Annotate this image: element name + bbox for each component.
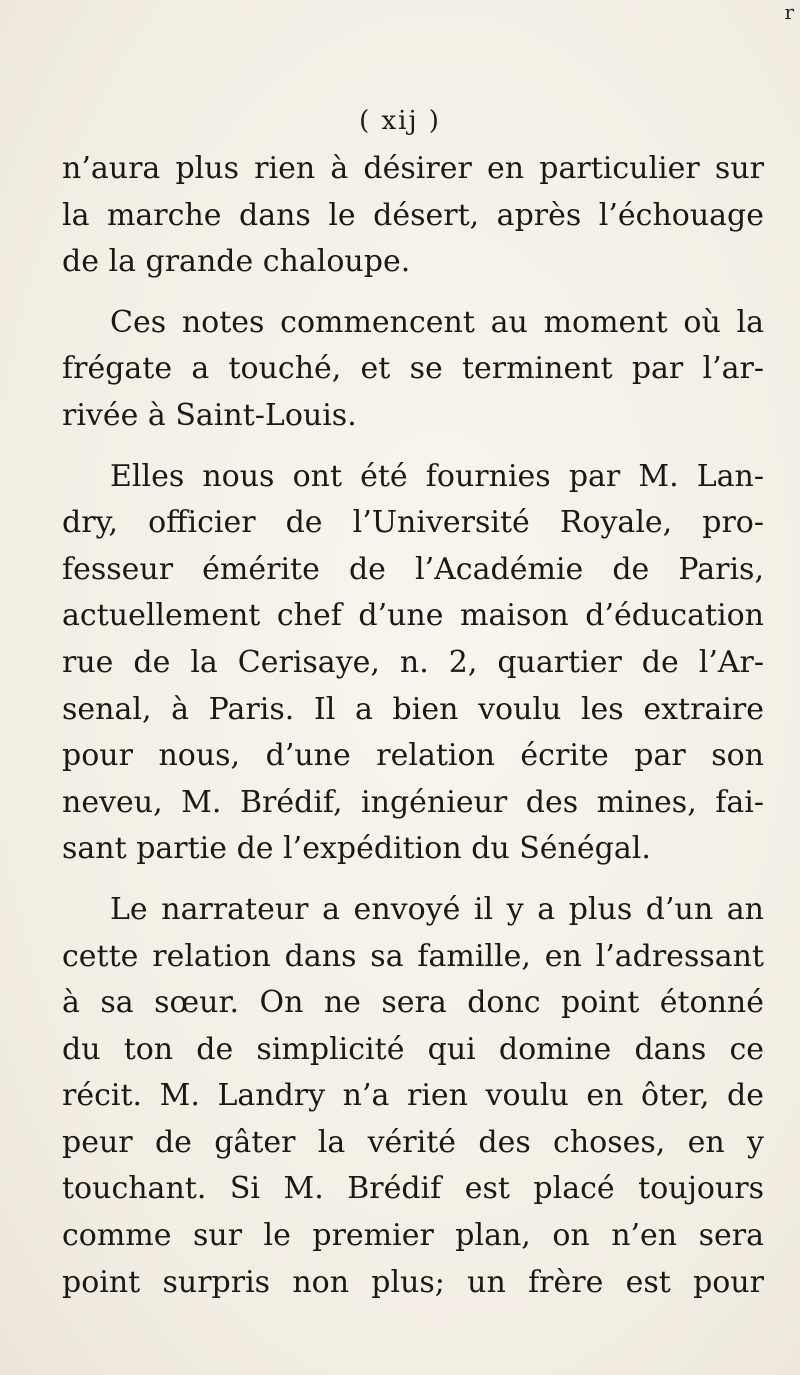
- paragraph-1: [62, 146, 764, 286]
- text-line: Ces notes commencent au moment où la: [110, 304, 764, 340]
- corner-mark: r: [784, 0, 794, 24]
- text-line: du ton de simplicité qui domine dans ce: [62, 1031, 764, 1067]
- text-line: frégate a touché, et se terminent par l’ar-: [62, 351, 764, 387]
- text-line: actuellement chef d’une maison d’éducation: [62, 598, 764, 634]
- text-line: senal, à Paris. Il a bien voulu les extraire: [62, 691, 764, 727]
- body-text: [62, 146, 764, 1306]
- text-line: dry, officier de l’Université Royale, pro-: [62, 505, 764, 541]
- text-line: récit. M. Landry n’a rien voulu en ôter, de: [62, 1078, 764, 1114]
- text-line: Elles nous ont été fournies par M. Lan-: [110, 458, 764, 494]
- paragraph-2: [62, 300, 764, 440]
- text-line: fesseur émérite de l’Académie de Paris,: [62, 551, 764, 587]
- text-line: point surpris non plus; un frère est pour: [62, 1264, 764, 1300]
- text-line: touchant. Si M. Brédif est placé toujours: [62, 1171, 764, 1207]
- text-line: cette relation dans sa famille, en l’adressant: [62, 938, 764, 974]
- paragraph-3: [62, 454, 764, 873]
- text-line: neveu, M. Brédif, ingénieur des mines, fai-: [62, 784, 764, 820]
- text-line: rivée à Saint-Louis.: [62, 397, 357, 433]
- page-number: ( xij ): [359, 106, 441, 136]
- text-line: rue de la Cerisaye, n. 2, quartier de l’Ar-: [62, 644, 764, 680]
- text-line: sant partie de l’expédition du Sénégal.: [62, 831, 651, 867]
- text-line: Le narrateur a envoyé il y a plus d’un an: [110, 891, 764, 927]
- text-line: à sa sœur. On ne sera donc point étonné: [62, 985, 764, 1021]
- text-line: de la grande chaloupe.: [62, 244, 411, 280]
- text-line: la marche dans le désert, après l’échouage: [62, 197, 764, 233]
- text-line: pour nous, d’une relation écrite par son: [62, 738, 764, 774]
- text-line: comme sur le premier plan, on n’en sera: [62, 1218, 764, 1254]
- text-line: peur de gâter la vérité des choses, en y: [62, 1124, 764, 1160]
- paragraph-4: [62, 887, 764, 1306]
- text-line: n’aura plus rien à désirer en particulier sur: [62, 151, 764, 186]
